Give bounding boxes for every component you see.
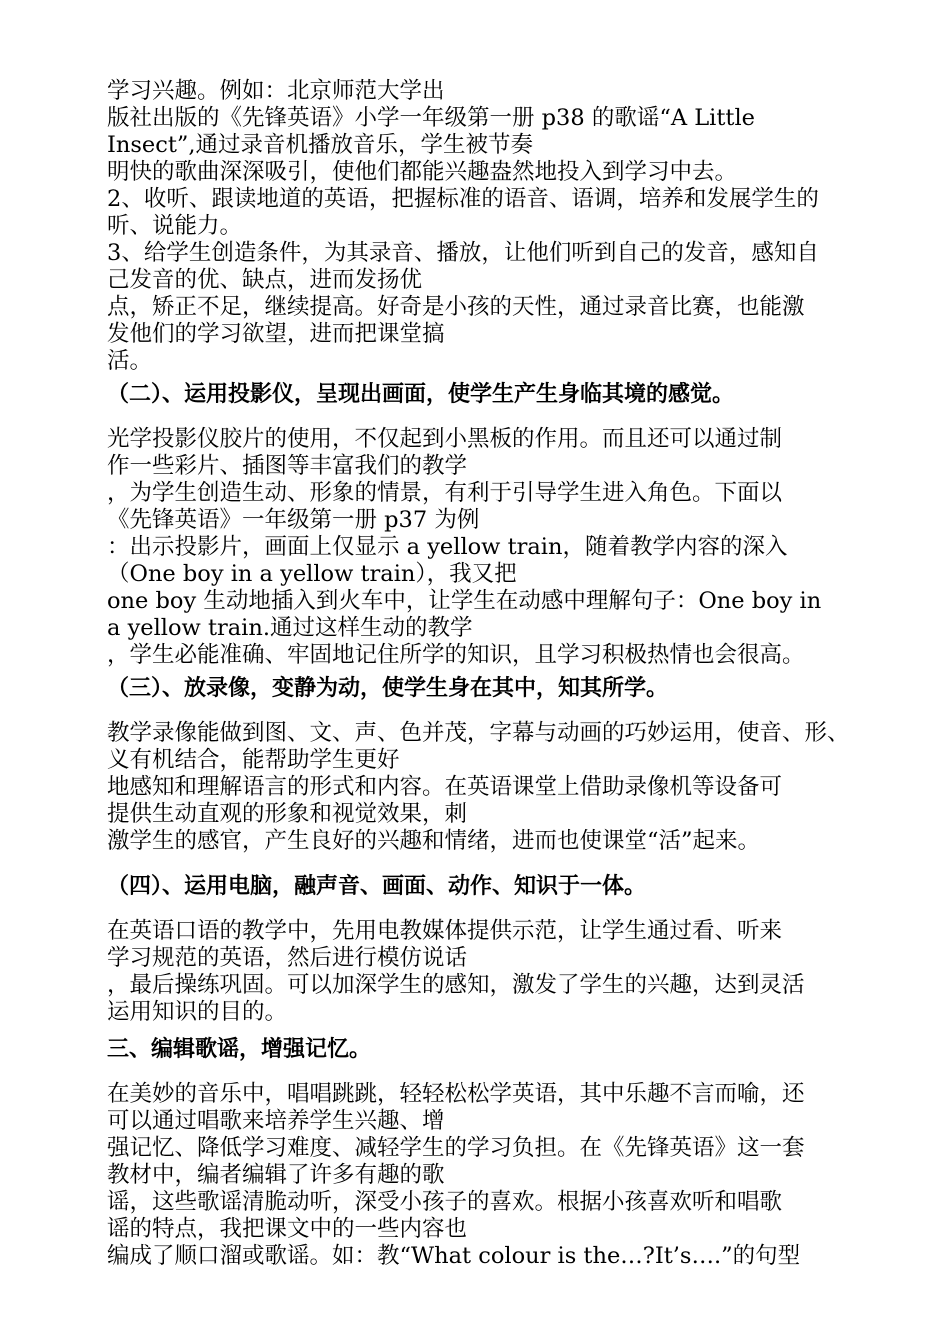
text-line: 发他们的学习欲望，进而把课堂搞 [107,321,445,347]
text-line: 活。 [107,348,153,374]
text-line: 己发音的优、缺点，进而发扬优 [107,267,423,293]
text-line: one boy 生动地插入到火车中，让学生在动感中理解句子：One boy in [107,588,822,614]
text-line: 明快的歌曲深深吸引，使他们都能兴趣盎然地投入到学习中去。 [107,159,738,185]
text-line: 学习规范的英语，然后进行模仿说话 [107,945,468,971]
text-line: ：出示投影片，画面上仅显示 a yellow train，随着教学内容的深入 [107,534,788,560]
text-line: （One boy in a yellow train），我又把 [107,561,517,587]
text-line: 学习兴趣。例如：北京师范大学出 [107,78,445,104]
section-heading-projector: （二）、运用投影仪，呈现出画面，使学生产生身临其境的感觉。 [107,381,735,407]
text-line: 2、收听、跟读地道的英语，把握标准的语音、语调，培养和发展学生的 [107,186,819,212]
text-line: 作一些彩片、插图等丰富我们的教学 [107,453,468,479]
songs-paragraph [107,1081,867,1270]
text-line: 地感知和理解语言的形式和内容。在英语课堂上借助录像机等设备可 [107,774,783,800]
text-line: 强记忆、降低学习难度、减轻学生的学习负担。在《先锋英语》这一套 [107,1135,805,1161]
text-line: 教材中，编者编辑了许多有趣的歌 [107,1162,445,1188]
text-line: 光学投影仪胶片的使用，不仅起到小黑板的作用。而且还可以通过制 [107,426,783,452]
text-line: 3、给学生创造条件，为其录音、播放，让他们听到自己的发音，感知自 [107,240,819,266]
section-heading-songs: 三、编辑歌谣，增强记忆。 [107,1036,372,1062]
projector-paragraph [107,426,867,669]
intro-paragraph [107,78,867,186]
text-line: 谣，这些歌谣清脆动听，深受小孩子的喜欢。根据小孩喜欢听和唱歌 [107,1189,783,1215]
text-line: 在美妙的音乐中，唱唱跳跳，轻轻松松学英语，其中乐趣不言而喻，还 [107,1081,805,1107]
point-3-paragraph [107,240,867,375]
text-line: 版社出版的《先锋英语》小学一年级第一册 p38 的歌谣“A Little [107,105,755,131]
document-page [107,78,867,1270]
text-line: 教学录像能做到图、文、声、色并茂，字幕与动画的巧妙运用，使音、形、 [107,720,850,746]
text-line: 编成了顺口溜或歌谣。如：教“What colour is the…?It’s….”的句型 [107,1243,801,1269]
section-heading-video: （三）、放录像，变静为动，使学生身在其中，知其所学。 [107,675,669,701]
text-line: 可以通过唱歌来培养学生兴趣、增 [107,1108,445,1134]
text-line: 提供生动直观的形象和视觉效果，刺 [107,801,468,827]
computer-paragraph [107,918,867,1026]
text-line: Insect”,通过录音机播放音乐，学生被节奏 [107,132,534,158]
text-line: 义有机结合，能帮助学生更好 [107,747,400,773]
section-heading-computer: （四）、运用电脑，融声音、画面、动作、知识于一体。 [107,873,647,899]
text-line: a yellow train.通过这样生动的教学 [107,615,473,641]
text-line: 激学生的感官，产生良好的兴趣和情绪，进而也使课堂“活”起来。 [107,828,761,854]
text-line: ，最后操练巩固。可以加深学生的感知，激发了学生的兴趣，达到灵活 [107,972,805,998]
text-line: 点，矫正不足，继续提高。好奇是小孩的天性，通过录音比赛，也能激 [107,294,805,320]
text-line: 运用知识的目的。 [107,999,288,1025]
text-line: ，为学生创造生动、形象的情景，有利于引导学生进入角色。下面以 [107,480,783,506]
video-paragraph [107,720,867,855]
point-2-paragraph [107,186,867,240]
text-line: ，学生必能准确、牢固地记住所学的知识，且学习积极热情也会很高。 [107,642,805,668]
text-line: 听、说能力。 [107,213,243,239]
text-line: 在英语口语的教学中，先用电教媒体提供示范，让学生通过看、听来 [107,918,783,944]
text-line: 谣的特点，我把课文中的一些内容也 [107,1216,468,1242]
text-line: 《先锋英语》一年级第一册 p37 为例 [107,507,480,533]
